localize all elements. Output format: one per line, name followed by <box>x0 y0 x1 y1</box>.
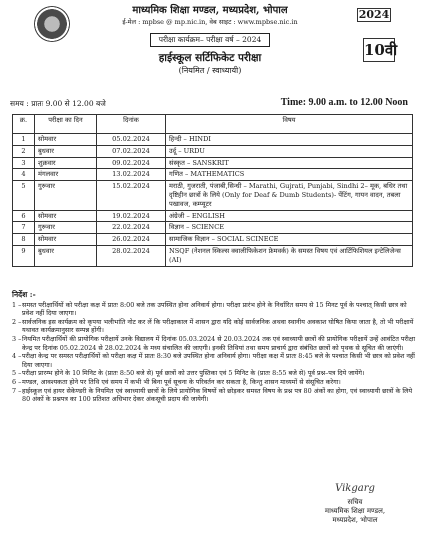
row-day: गुरूवार <box>35 222 97 234</box>
class-box: 10वी <box>363 38 395 62</box>
row-subject: उर्दू – URDU <box>166 145 413 157</box>
signature-role: सचिव <box>347 498 363 506</box>
exam-title: हाईस्कूल सर्टिफिकेट परीक्षा <box>158 52 262 64</box>
table-row <box>13 245 413 266</box>
signature-mark: Vikgarg <box>335 483 375 494</box>
year-box: 2024 <box>358 8 390 21</box>
row-date: 05.02.2024 <box>97 134 166 146</box>
row-subject: गणित – MATHEMATICS <box>166 169 413 181</box>
document-header <box>80 4 340 76</box>
instruction-item <box>12 369 416 378</box>
row-sno: 8 <box>13 234 35 246</box>
table-row <box>13 234 413 246</box>
table-row <box>13 169 413 181</box>
instruction-item <box>12 335 416 352</box>
row-sno: 5 <box>13 181 35 210</box>
row-date: 22.02.2024 <box>97 222 166 234</box>
col-header-sno: क्र. <box>13 115 35 134</box>
instruction-number: 2 – <box>12 317 22 326</box>
instruction-text: नियमित परीक्षार्थियों की प्रायोगिक परीक्षायें उनके विद्यालय में दिनांक 05.03.2024 से 20.03.2024 तक एवं स्वाध्यायी छात्रों की प्रायोगिक परीक्षायें उन्हें आवंटित परीक्षा केन्द्र पर दिनांक 05.02.2024 से 28.02.2024 के मध्य संचालित की जाएगी। इनकी तिथियां तथा समय प्राचार्य द्वारा संबंधित छात्रों को पृथक से सूचित की जाएंगी। <box>22 334 416 352</box>
signature-block <box>300 484 410 525</box>
instruction-text: परीक्षा प्रारम्भ होने के 10 मिनिट के (प्रातः 8:50 बजे से) पूर्व छात्रों को उत्तर पुस्तिका एवं 5 मिनिट के (प्रातः 8:55 बजे से) पूर्व प्रश्न–पत्र दिये जायेंगे। <box>22 369 365 378</box>
table-row <box>13 157 413 169</box>
row-subject: मराठी, गुजराती, पंजाबी,सिन्धी – Marathi, Gujrati, Punjabi, Sindhi 2– मूक, बधिर तथा दृष्टिहीन छात्रों के लिये (Only for Deaf & Dumb Students)- पेंटिंग, गायन वादन, तबला पखावज, कम्प्यूटर <box>166 181 413 210</box>
table-header-row <box>13 115 413 134</box>
table-row <box>13 134 413 146</box>
row-day: मंगलवार <box>35 169 97 181</box>
table-row <box>13 181 413 210</box>
row-sno: 1 <box>13 134 35 146</box>
instruction-number: 4 – <box>12 352 22 361</box>
col-header-day: परीक्षा का दिन <box>35 115 97 134</box>
row-sno: 7 <box>13 222 35 234</box>
row-sno: 4 <box>13 169 35 181</box>
timing-row <box>10 99 412 109</box>
row-day: बुधवार <box>35 145 97 157</box>
row-day: शुक्रवार <box>35 157 97 169</box>
instruction-number: 6 – <box>12 377 22 386</box>
signature-place: मध्यप्रदेश, भोपाल <box>332 516 378 524</box>
instruction-number: 3 – <box>12 334 22 343</box>
table-row <box>13 210 413 222</box>
instruction-item <box>12 378 416 387</box>
board-name: माध्यमिक शिक्षा मण्डल, मध्यप्रदेश, भोपाल <box>132 5 288 16</box>
row-day: सोमवार <box>35 134 97 146</box>
schedule-table <box>12 114 413 267</box>
row-date: 13.02.2024 <box>97 169 166 181</box>
row-subject: हिन्दी – HINDI <box>166 134 413 146</box>
programme-label: परीक्षा कार्यक्रम– परीक्षा वर्ष – 2024 <box>150 33 271 47</box>
row-day: गुरूवार <box>35 181 97 210</box>
signature-org: माध्यमिक शिक्षा मण्डल, <box>324 507 386 515</box>
col-header-subject: विषय <box>166 115 413 134</box>
row-date: 07.02.2024 <box>97 145 166 157</box>
instruction-item <box>12 387 416 404</box>
instructions <box>12 291 416 404</box>
row-day: बुधवार <box>35 245 97 266</box>
instruction-number: 7 – <box>12 386 22 395</box>
timing-hindi: समय : प्रातः 9.00 से 12.00 बजे <box>10 99 106 108</box>
row-sno: 9 <box>13 245 35 266</box>
exam-type: (नियमित / स्वाध्यायी) <box>178 66 242 75</box>
board-logo-icon <box>34 6 70 42</box>
row-sno: 6 <box>13 210 35 222</box>
col-header-date: दिनांक <box>97 115 166 134</box>
instruction-number: 1 – <box>12 300 22 309</box>
instruction-text: सार्वजनिक इस कार्यक्रम को कृपया भलीभांति नोट कर लें कि परीक्षाकाल में शासन द्वारा यदि कोई सार्वजनिक अथवा स्थानीय अवकाश घोषित किया जाता है, तो भी परीक्षायें यथावत कार्यक्रमानुसार सम्पन्न होंगी। <box>22 317 414 335</box>
row-subject: NSQF (नेशनल स्किल्स क्वालीफिकेशन फ्रेमवर्क) के समस्त विषय एवं आर्टिफिशियल इन्टेलिजेन्स (AI) <box>166 245 413 266</box>
instructions-heading: निर्देश :- <box>12 290 36 299</box>
row-date: 09.02.2024 <box>97 157 166 169</box>
table-row <box>13 222 413 234</box>
timing-english: Time: 9.00 a.m. to 12.00 Noon <box>280 97 408 108</box>
contact-line: ई-मेल : mpbse @ mp.nic.in, वेब साइट : www.mpbse.nic.in <box>122 18 298 26</box>
row-sno: 2 <box>13 145 35 157</box>
row-date: 26.02.2024 <box>97 234 166 246</box>
row-day: सोमवार <box>35 234 97 246</box>
row-subject: अंग्रेजी – ENGLISH <box>166 210 413 222</box>
row-date: 28.02.2024 <box>97 245 166 266</box>
instruction-item <box>12 318 416 335</box>
instruction-number: 5 – <box>12 369 22 378</box>
row-subject: सामाजिक विज्ञान – SOCIAL SCINECE <box>166 234 413 246</box>
instruction-text: परीक्षा केन्द्र पर समस्त परीक्षार्थियों को परीक्षा कक्ष में प्रातः 8:30 बजे उपस्थित होना अनिवार्य होगा। परीक्षा कक्ष में प्रातः 8:45 बजे के पश्चात किसी भी छात्र को प्रवेश नहीं दिया जाएगा। <box>22 352 415 369</box>
row-sno: 3 <box>13 157 35 169</box>
row-subject: विज्ञान – SCIENCE <box>166 222 413 234</box>
instruction-text: समस्त परीक्षार्थियों को परीक्षा कक्ष में प्रातः 8:00 बजे तक उपस्थित होना अनिवार्य होगा। परीक्षा प्रारंभ होने के निर्धारित समय से 15 मिनट पूर्व के पश्चात् किसी छात्र को प्रवेश नहीं दिया जाएगा। <box>22 300 407 318</box>
instruction-item <box>12 352 416 369</box>
instruction-text: हाईस्कूल एवं हायर सेकेण्डरी के नियमित एवं स्वाध्यायी छात्रों के लिये प्रायोगिक विषयों को छोड़कर समस्त विषय के प्रश्न पत्र 80 अंकों का होगा, एवं स्वाध्यायी छात्रों के लिये 80 अंकों के प्रश्नपत्र का 100 प्रतिशत अधिभार देकर अंकसूची प्रदाय की जायेगी। <box>22 386 413 404</box>
row-date: 15.02.2024 <box>97 181 166 210</box>
instruction-item <box>12 301 416 318</box>
row-day: सोमवार <box>35 210 97 222</box>
row-date: 19.02.2024 <box>97 210 166 222</box>
row-subject: संस्कृत – SANSKRIT <box>166 157 413 169</box>
table-row <box>13 145 413 157</box>
instruction-text: मण्डल, आवश्यकता होने पर तिथि एवं समय में कभी भी बिना पूर्व सूचना के परिवर्तन कर सकता है, किन्तु शासन माध्यमों से संसूचित करेगा। <box>22 377 341 386</box>
